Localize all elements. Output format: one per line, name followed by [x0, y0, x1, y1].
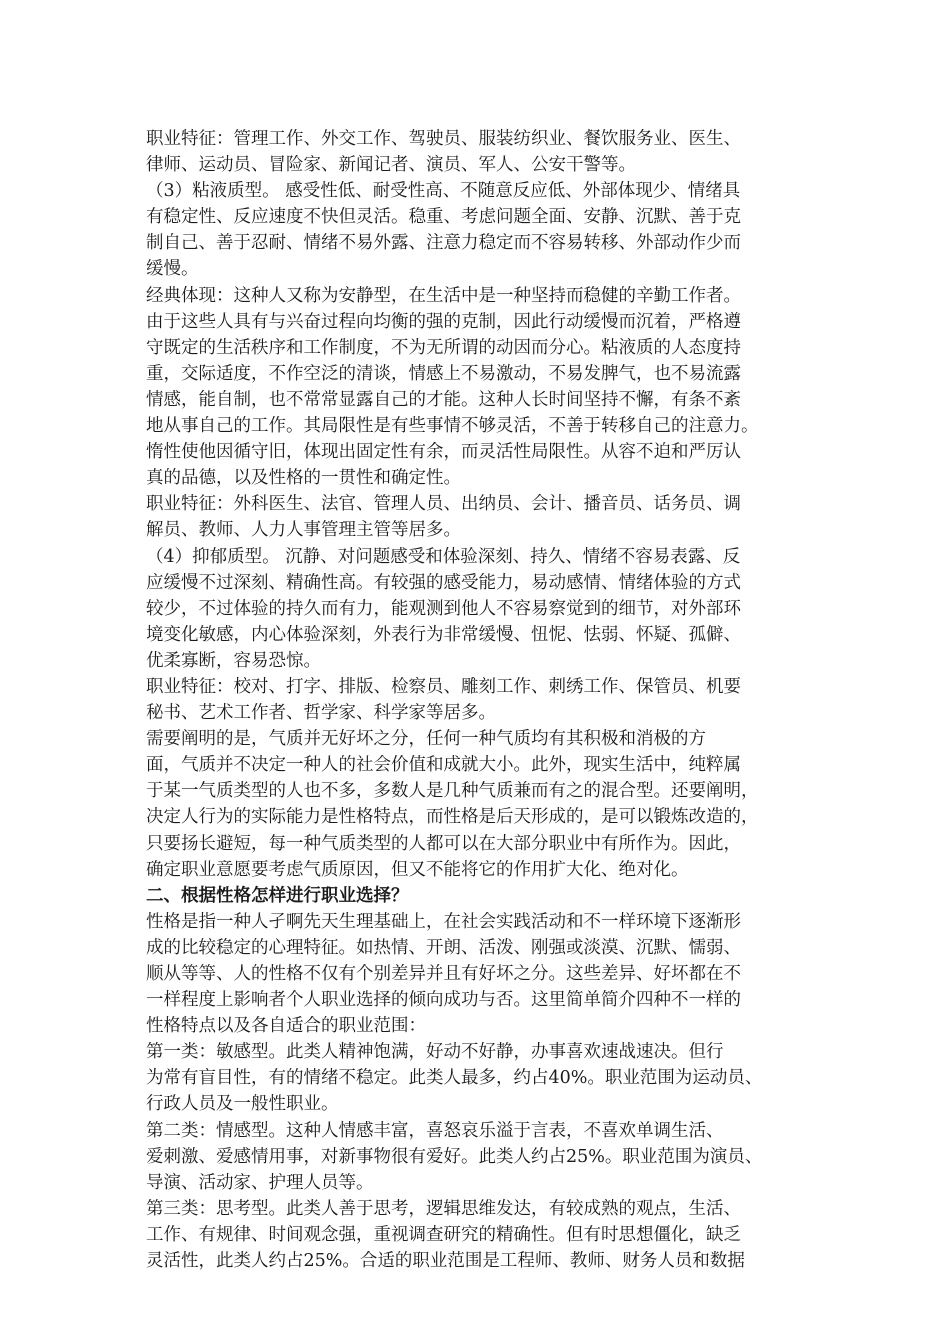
text-line: 成的比较稳定的心理特征。如热情、开朗、活泼、刚强或淡漠、沉默、懦弱、	[146, 937, 741, 958]
text-line: 只要扬长避短，每一种气质类型的人都可以在大部分职业中有所作为。因此，	[146, 833, 741, 854]
text-line: 解员、教师、人力人事管理主管等居多。	[146, 520, 461, 541]
text-line: 爱刺激、爱感情用事，对新事物很有爱好。此类人约占25%。职业范围为演员、	[146, 1146, 763, 1167]
text-line: 决定人行为的实际能力是性格特点，而性格是后天形成的，是可以锻炼改造的，	[146, 807, 759, 828]
text-line: 由于这些人具有与兴奋过程向均衡的强的克制，因此行动缓慢而沉着，严格遵	[146, 311, 741, 332]
text-line: 律师、运动员、冒险家、新闻记者、演员、军人、公安干警等。	[146, 155, 636, 176]
text-line: 顺从等等、人的性格不仅有个别差异并且有好坏之分。这些差异、好坏都在不	[146, 964, 741, 984]
text-line: 应缓慢不过深刻、精确性高。有较强的感受能力，易动感情、情绪体验的方式	[146, 572, 741, 593]
text-line: 秘书、艺术工作者、哲学家、科学家等居多。	[146, 703, 496, 724]
text-line: 确定职业意愿要考虑气质原因，但又不能将它的作用扩大化、绝对化。	[146, 859, 689, 880]
text-line: 优柔寡断，容易恐惊。	[146, 650, 321, 671]
text-line: 导演、活动家、护理人员等。	[146, 1172, 374, 1193]
text-line: 职业特征：校对、打字、排版、检察员、雕刻工作、刺绣工作、保管员、机要	[146, 676, 741, 697]
text-line: 于某一气质类型的人也不多，多数人是几种气质兼而有之的混合型。还要阐明，	[146, 781, 759, 802]
text-line: 职业特征：管理工作、外交工作、驾驶员、服装纺织业、餐饮服务业、医生、	[146, 129, 741, 149]
text-line: 缓慢。	[146, 259, 199, 280]
text-line: 性格是指一种人孑啊先天生理基础上，在社会实践活动和不一样环境下逐渐形	[146, 911, 741, 932]
text-line: 灵活性，此类人约占25%。合适的职业范围是工程师、教师、财务人员和数据	[146, 1251, 745, 1272]
text-line: 真的品德，以及性格的一贯性和确定性。	[146, 468, 461, 489]
text-line: 需要阐明的是，气质并无好坏之分，任何一种气质均有其积极和消极的方	[146, 729, 706, 750]
text-line: 惰性使他因循守旧，体现出固定性有余，而灵活性局限性。从容不迫和严厉认	[146, 442, 741, 463]
text-line: （4）抑郁质型。 沉静、对问题感受和体验深刻、持久、情绪不容易表露、反	[146, 546, 741, 567]
text-line: 情感，能自制，也不常常显露自己的才能。这种人长时间坚持不懈，有条不紊	[146, 389, 741, 410]
text-line: 工作、有规律、时间观念强，重视调查研究的精确性。但有时思想僵化，缺乏	[146, 1224, 741, 1245]
text-line: 较少，不过体验的持久而有力，能观测到他人不容易察觉到的细节，对外部环	[146, 598, 741, 619]
text-line: 性格特点以及各自适合的职业范围：	[146, 1016, 426, 1037]
text-line: （3）粘液质型。 感受性低、耐受性高、不随意反应低、外部体现少、情绪具	[146, 181, 741, 202]
text-line: 第二类：情感型。这种人情感丰富，喜怒哀乐溢于言表，不喜欢单调生活、	[146, 1120, 724, 1141]
section-heading: 二、根据性格怎样进行职业选择？	[146, 885, 409, 906]
text-line: 第一类：敏感型。此类人精神饱满，好动不好静，办事喜欢速战速决。但行	[146, 1042, 724, 1063]
body-text	[146, 126, 818, 1274]
text-line: 制自己、善于忍耐、情绪不易外露、注意力稳定而不容易转移、外部动作少而	[146, 233, 741, 254]
text-line: 为常有盲目性，有的情绪不稳定。此类人最多，约占40%。职业范围为运动员、	[146, 1068, 763, 1089]
text-line: 重，交际适度，不作空泛的清谈，情感上不易激动，不易发脾气，也不易流露	[146, 363, 741, 384]
text-line: 行政人员及一般性职业。	[146, 1094, 339, 1115]
text-line: 经典体现：这种人又称为安静型，在生活中是一种坚持而稳健的辛勤工作者。	[146, 285, 741, 306]
text-line: 境变化敏感，内心体验深刻，外表行为非常缓慢、忸怩、怯弱、怀疑、孤僻、	[146, 624, 741, 645]
text-line: 面，气质并不决定一种人的社会价值和成就大小。此外，现实生活中，纯粹属	[146, 755, 741, 776]
text-line: 守既定的生活秩序和工作制度，不为无所谓的动因而分心。粘液质的人态度持	[146, 337, 741, 358]
text-line: 地从事自己的工作。其局限性是有些事情不够灵活，不善于转移自己的注意力。	[146, 416, 759, 437]
text-line: 第三类：思考型。此类人善于思考，逻辑思维发达，有较成熟的观点，生活、	[146, 1198, 741, 1219]
text-line: 一样程度上影响者个人职业选择的倾向成功与否。这里简单简介四种不一样的	[146, 990, 741, 1011]
text-line: 有稳定性、反应速度不快但灵活。稳重、考虑问题全面、安静、沉默、善于克	[146, 207, 741, 228]
text-line: 职业特征：外科医生、法官、管理人员、出纳员、会计、播音员、话务员、调	[146, 494, 741, 515]
